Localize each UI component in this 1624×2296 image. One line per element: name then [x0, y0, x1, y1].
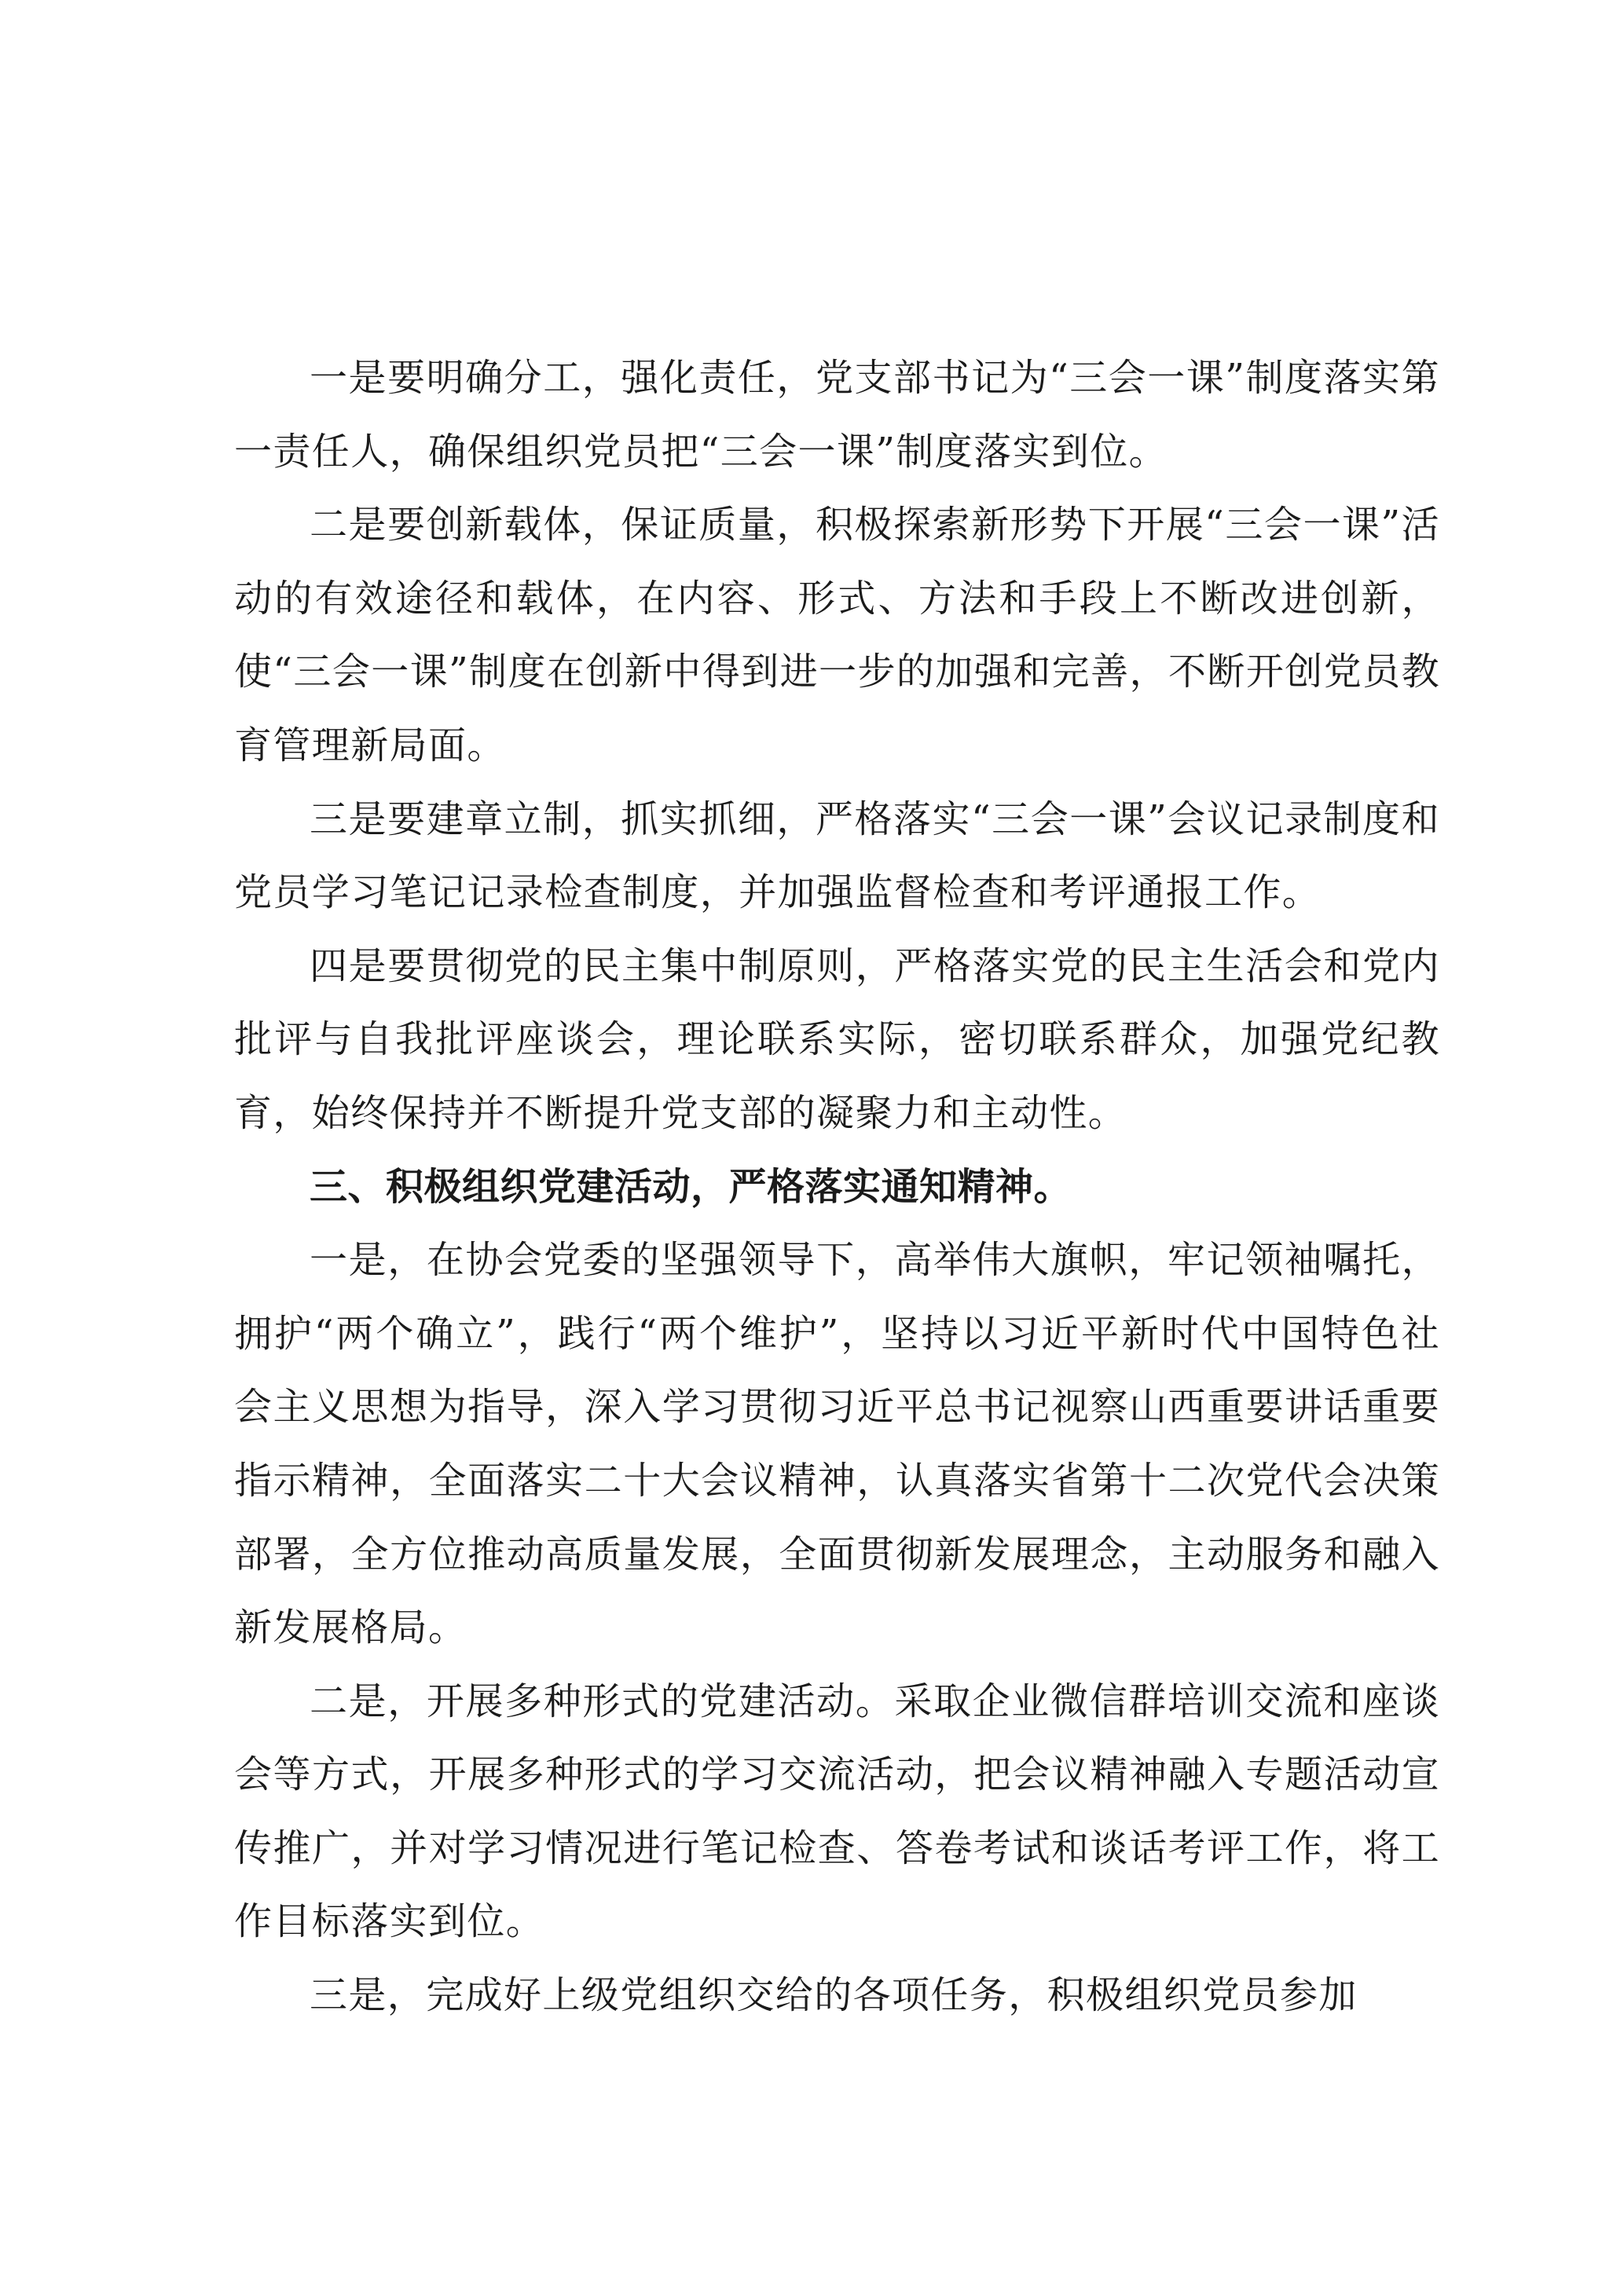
- paragraph-7: 三是，完成好上级党组织交给的各项任务，积极组织党员参加: [310, 1973, 1358, 2018]
- paragraph-3: 三是要建章立制，抓实抓细，严格落实“三会一课”会议记录制度和党员学习笔记记录检查制度，并加强监督检查和考评通报工作。: [234, 796, 1440, 915]
- paragraph-6: 二是，开展多种形式的党建活动。采取企业微信群培训交流和座谈会等方式，开展多种形式的学习交流活动，把会议精神融入专题活动宣传推广，并对学习情况进行笔记检查、答卷考试和谈话考评工作，将工作目标落实到位。: [234, 1679, 1440, 1944]
- paragraph-2: 二是要创新载体，保证质量，积极探索新形势下开展“三会一课”活动的有效途径和载体，在内容、形式、方法和手段上不断改进创新，使“三会一课”制度在创新中得到进一步的加强和完善，不断开创党员教育管理新局面。: [234, 503, 1440, 767]
- paragraph-4: 四是要贯彻党的民主集中制原则，严格落实党的民主生活会和党内批评与自我批评座谈会，理论联系实际，密切联系群众，加强党纪教育，始终保持并不断提升党支部的凝聚力和主动性。: [234, 943, 1440, 1135]
- paragraph-5: 一是，在协会党委的坚强领导下，高举伟大旗帜，牢记领袖嘱托，拥护“两个确立”，践行“两个维护”，坚持以习近平新时代中国特色社会主义思想为指导，深入学习贯彻习近平总书记视察山西重要讲话重要指示精神，全面落实二十大会议精神，认真落实省第十二次党代会决策部署，全方位推动高质量发展，全面贯彻新发展理念，主动服务和融入新发展格局。: [234, 1238, 1440, 1650]
- document-body: [234, 342, 1440, 2033]
- paragraph-1: 一是要明确分工，强化责任，党支部书记为“三会一课”制度落实第一责任人，确保组织党员把“三会一课”制度落实到位。: [234, 356, 1440, 474]
- section-heading: 三、积极组织党建活动，严格落实通知精神。: [310, 1164, 1072, 1209]
